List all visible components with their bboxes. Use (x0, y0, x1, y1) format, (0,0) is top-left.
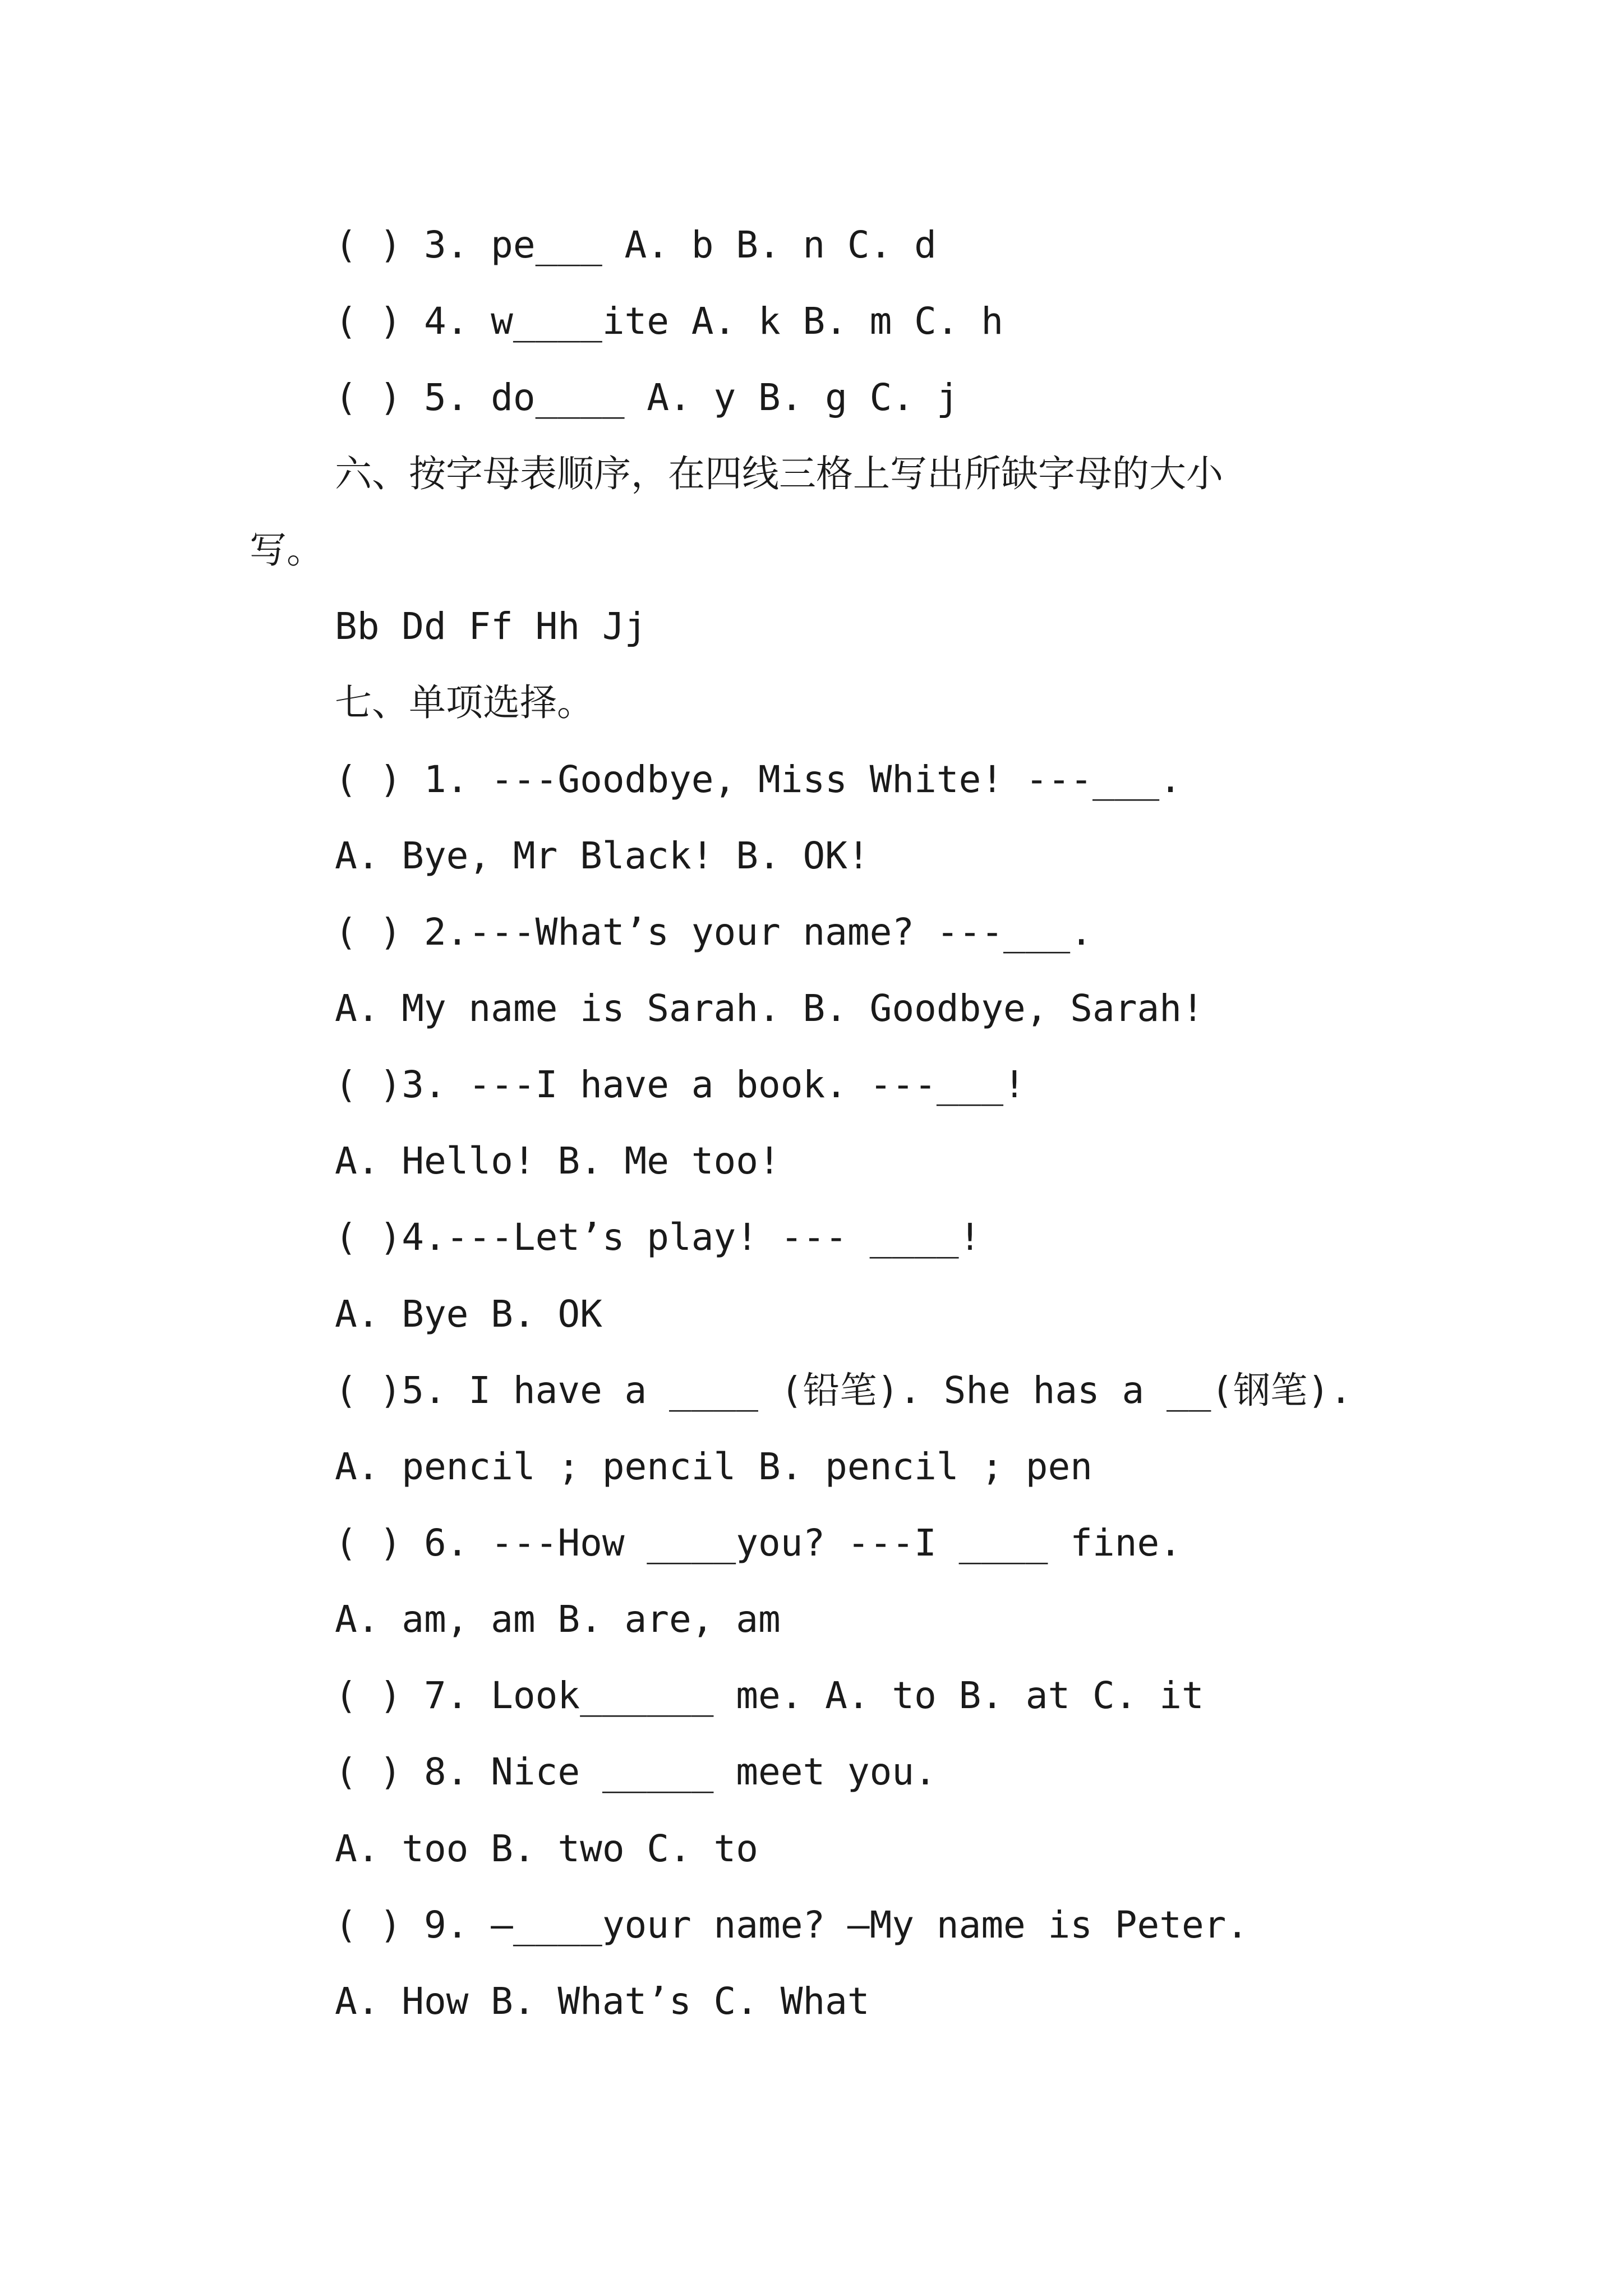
q7-item-6: ( ) 6. ---How ____you? ---I ____ fine. (335, 1521, 1182, 1565)
q7-item-9: ( ) 9. —____your name? —My name is Peter. (335, 1903, 1249, 1947)
q7-item-2: ( ) 2.---What’s your name? ---___. (335, 910, 1093, 954)
q7-item-5: ( )5. I have a ____ (铅笔). She has a __(钢笔). (335, 1369, 1352, 1412)
q5-item-4: ( ) 4. w____ite A. k B. m C. h (335, 300, 1004, 343)
section-7-heading: 七、单项选择。 (335, 681, 594, 724)
q7-item-9-options: A. How B. What’s C. What (335, 1980, 870, 2023)
q7-item-7: ( ) 7. Look______ me. A. to B. at C. it (335, 1674, 1204, 1717)
q7-item-4-options: A. Bye B. OK (335, 1292, 602, 1336)
q7-item-1-options: A. Bye, Mr Black! B. OK! (335, 834, 870, 877)
q7-item-6-options: A. am, am B. are, am (335, 1598, 781, 1641)
q7-item-3-options: A. Hello! B. Me too! (335, 1139, 781, 1182)
q5-item-3: ( ) 3. pe___ A. b B. n C. d (335, 223, 937, 266)
q5-item-5: ( ) 5. do____ A. y B. g C. j (335, 376, 959, 419)
q7-item-4: ( )4.---Let’s play! --- ____! (335, 1216, 981, 1259)
q7-item-5-options: A. pencil ; pencil B. pencil ; pen (335, 1445, 1093, 1488)
q7-item-8: ( ) 8. Nice _____ meet you. (335, 1750, 937, 1793)
q7-item-1: ( ) 1. ---Goodbye, Miss White! ---___. (335, 758, 1182, 801)
q7-item-8-options: A. too B. two C. to (335, 1827, 758, 1870)
alphabet-letters: Bb Dd Ff Hh Jj (335, 605, 647, 648)
section-6-heading-cont: 写。 (250, 528, 324, 572)
section-6-heading: 六、按字母表顺序，在四线三格上写出所缺字母的大小 (335, 452, 1223, 495)
q7-item-3: ( )3. ---I have a book. ---___! (335, 1063, 1026, 1106)
q7-item-2-options: A. My name is Sarah. B. Goodbye, Sarah! (335, 987, 1204, 1030)
